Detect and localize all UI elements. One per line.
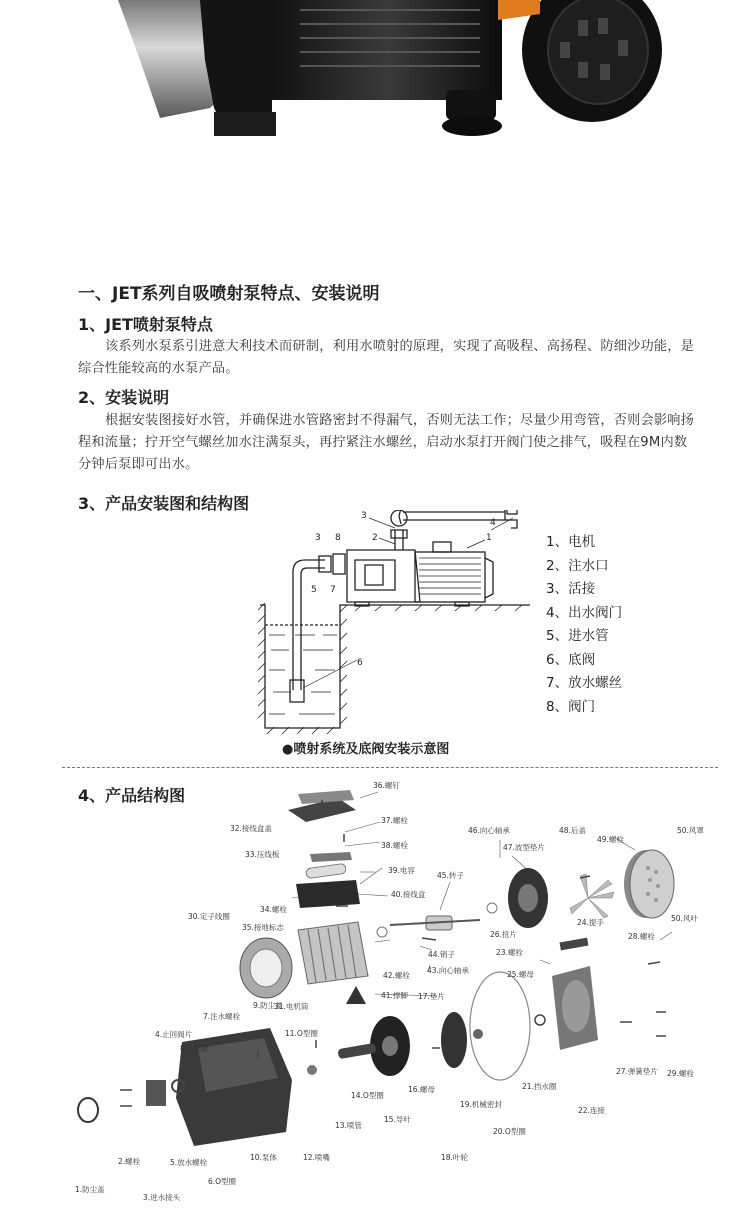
part-label: 41.撑脚 — [381, 991, 408, 1000]
installation-diagram — [255, 510, 535, 735]
section1-text: 该系列水泵系引进意大利技术而研制，利用水喷射的原理，实现了高吸程、高扬程、防细沙功能，是综合性能较高的水泵产品。 — [78, 339, 695, 376]
part-label: 9.防尘盖 — [253, 1001, 283, 1010]
part-label: 38.螺栓 — [381, 841, 408, 850]
part-label: 14.O型圈 — [351, 1091, 384, 1100]
section3-title: 3、产品安装图和结构图 — [78, 494, 250, 513]
divider — [62, 767, 718, 768]
part-label: 36.螺钉 — [373, 781, 400, 790]
part-label: 10.泵体 — [250, 1153, 277, 1162]
install-caption: ●喷射系统及底阀安装示意图 — [282, 742, 450, 757]
part-label: 40.接线盒 — [391, 890, 426, 899]
part-label: 44.销子 — [428, 950, 455, 959]
diagram-number: 3 — [315, 533, 321, 543]
install-legend — [546, 531, 622, 719]
part-label: 26.扭片 — [490, 930, 517, 939]
diagram-number: 6 — [357, 658, 363, 668]
part-label: 6.O型圈 — [208, 1177, 237, 1186]
part-label: 20.O型圈 — [493, 1127, 526, 1136]
diagram-number: 3 — [361, 511, 367, 521]
part-label: 8.O型圈 — [180, 1044, 209, 1053]
part-label: 39.电容 — [388, 866, 415, 875]
diagram-number: 7 — [330, 585, 336, 595]
part-label: 12.喷嘴 — [303, 1153, 330, 1162]
diagram-number: 2 — [372, 533, 378, 543]
part-label: 31.电机筒 — [274, 1002, 309, 1011]
part-label: 16.螺母 — [408, 1085, 435, 1094]
legend-item: 4、出水阀门 — [546, 604, 623, 621]
part-label: 32.接线盒盖 — [230, 824, 272, 833]
section1-title: 1、JET喷射泵特点 — [78, 315, 213, 334]
part-label: 23.螺栓 — [496, 948, 523, 957]
part-label: 2.螺栓 — [118, 1157, 141, 1166]
part-label: 43.向心轴承 — [427, 966, 469, 975]
part-label: 33.压线板 — [245, 850, 280, 859]
part-label: 45.转子 — [437, 871, 464, 880]
part-label: 1.防尘盖 — [75, 1185, 105, 1194]
part-label: 17.垫片 — [418, 992, 445, 1001]
part-label: 37.螺栓 — [381, 816, 408, 825]
part-label: 35.接地标志 — [242, 923, 284, 932]
part-label: 27.弹簧垫片 — [616, 1067, 658, 1076]
part-label: 3.进水接头 — [143, 1193, 181, 1202]
legend-item: 7、放水螺丝 — [546, 675, 623, 691]
part-label: 21.挡水圈 — [522, 1082, 557, 1091]
part-label: 5.放水螺栓 — [170, 1158, 208, 1167]
legend-item: 5、进水管 — [546, 628, 609, 644]
part-label: 29.螺栓 — [667, 1069, 694, 1078]
section2-title: 2、安装说明 — [78, 388, 170, 407]
part-label: 25.螺母 — [507, 970, 534, 979]
legend-item: 1、电机 — [546, 534, 596, 550]
part-label: 11.O型圈 — [285, 1029, 318, 1038]
main-title: 一、JET系列自吸喷射泵特点、安装说明 — [78, 284, 380, 304]
part-label: 42.螺栓 — [383, 971, 410, 980]
legend-item: 8、阀门 — [546, 698, 596, 715]
part-label: 30.定子线圈 — [188, 912, 230, 921]
part-label: 50.风叶 — [671, 914, 698, 923]
part-label: 46.向心轴承 — [468, 826, 510, 835]
legend-item: 3、活接 — [546, 581, 596, 597]
part-label: 50.风罩 — [677, 826, 704, 835]
part-label: 13.喷管 — [335, 1121, 362, 1130]
part-label: 15.导叶 — [384, 1115, 411, 1124]
part-label: 18.叶轮 — [441, 1153, 468, 1162]
part-label: 28.螺栓 — [628, 932, 655, 941]
pump-photo — [0, 0, 750, 140]
section4-title: 4、产品结构图 — [78, 786, 186, 805]
part-label: 7.注水螺栓 — [203, 1012, 241, 1021]
diagram-number: 8 — [335, 533, 341, 543]
part-label: 47.波型垫片 — [503, 843, 545, 852]
diagram-number: 1 — [486, 533, 492, 543]
part-label: 19.机械密封 — [460, 1100, 502, 1109]
part-label: 49.螺栓 — [597, 835, 624, 844]
legend-item: 2、注水口 — [546, 557, 609, 574]
part-label: 22.连接 — [578, 1106, 605, 1115]
part-label: 34.螺栓 — [260, 905, 287, 914]
part-label: 48.后盖 — [559, 826, 586, 835]
part-label: 4.止回阀片 — [155, 1030, 193, 1039]
part-label: 24.提手 — [577, 918, 604, 927]
section2-text: 根据安装图接好水管，并确保进水管路密封不得漏气，否则无法工作；尽量少用弯管，否则会影响扬程和流量；拧开空气螺丝加水注满泵头，再拧紧注水螺丝，启动水泵打开阀门使之排气，吸程在9M内数分钟后泵即可出水。 — [78, 413, 695, 472]
diagram-number: 5 — [311, 585, 317, 595]
diagram-number: 4 — [490, 518, 496, 528]
legend-item: 6、底阀 — [546, 651, 596, 668]
